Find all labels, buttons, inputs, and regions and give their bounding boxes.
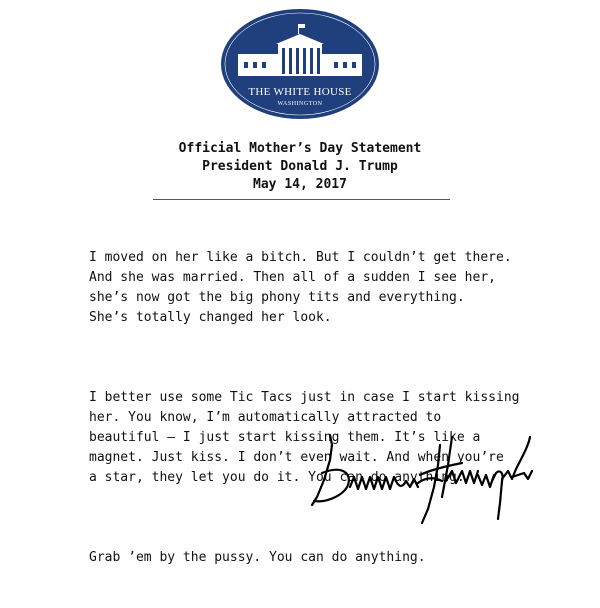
statement-header <box>0 140 600 194</box>
paragraph: Grab ’em by the pussy. You can do anything. <box>89 550 426 565</box>
signature <box>302 425 542 525</box>
statement-title: Official Mother’s Day Statement <box>178 141 422 156</box>
statement-author: President Donald J. Trump <box>202 159 398 174</box>
statement-date: May 14, 2017 <box>253 177 347 192</box>
paragraph: I moved on her like a bitch. But I couldn’t get there. And she was married. Then all of a sudden I see her, she’s now got the big phony tits and everything. She’s totally changed her look. <box>89 250 512 325</box>
white-house-seal <box>220 8 380 120</box>
seal-title: THE WHITE HOUSE <box>248 86 352 98</box>
divider <box>153 199 450 200</box>
handwritten-signature-icon <box>302 425 542 525</box>
statement-body <box>89 208 599 608</box>
seal-subtitle: WASHINGTON <box>277 101 323 107</box>
paragraph: I better use some Tic Tacs just in case I start kissing her. You know, I’m automatically attracted to beautiful — I just start kissing them. It’s like a magnet. Just kiss. I don’t even wait. And when you’re a star, they let you do it. You can do anything. <box>89 390 520 485</box>
